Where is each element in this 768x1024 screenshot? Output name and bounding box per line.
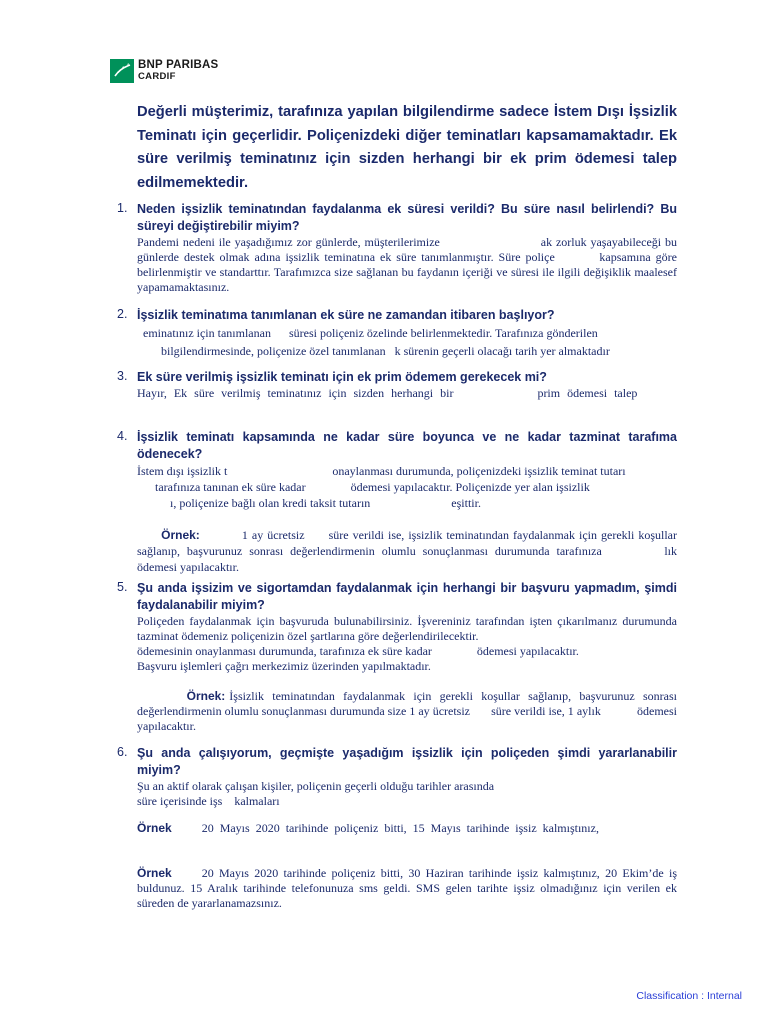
faq-answer-line: Başvuru işlemleri çağrı merkezimiz üzerinden yapılmaktadır. [137, 659, 431, 673]
faq-number: 3. [117, 369, 128, 383]
faq-answer [137, 235, 680, 295]
faq-number: 5. [117, 580, 128, 594]
faq-answer [137, 779, 677, 911]
faq-example [137, 866, 677, 911]
faq-answer [137, 463, 713, 591]
faq-answer-line: eminatınız için tanımlanan süresi poliçeniz özelinde belirlenmektedir. Tarafınıza gönderilen [137, 326, 598, 340]
example-label: Örnek [137, 866, 172, 880]
brand-name: BNP PARIBAS [138, 59, 219, 71]
faq-answer [137, 386, 677, 401]
faq-item-2 [117, 307, 677, 360]
faq-item-4 [117, 429, 713, 591]
faq-question: Neden işsizlik teminatından faydalanma ek süresi verildi? Bu süre nasıl belirlendi? Bu süreyi değiştirebilir miyim? [137, 202, 677, 233]
faq-question: İşsizlik teminatıma tanımlanan ek süre ne zamandan itibaren başlıyor? [137, 308, 555, 322]
example-text: 1 ay ücretsiz süre verildi ise, işsizlik teminatından faydalanmak için gerekli koşullar sağlanıp, başvurunuz sonrası değerlendirmenin olumlu sonuçlanması durumunda tarafınıza lık ödemesi yapılacaktır. [137, 528, 713, 574]
stars-logo-icon [110, 59, 134, 83]
faq-question: Şu anda işsizim ve sigortamdan faydalanmak için herhangi bir başvuru yapmadım, şimdi faydalanabilir miyim? [137, 581, 677, 612]
faq-item-5 [117, 580, 680, 749]
faq-number: 4. [117, 429, 128, 443]
classification-label: Classification : Internal [636, 990, 742, 1002]
faq-item-6 [117, 745, 677, 911]
faq-number: 6. [117, 745, 128, 759]
example-label: Örnek: [161, 528, 200, 542]
faq-answer-line: süre içerisinde işs kalmaları [137, 794, 280, 808]
faq-answer-line: Şu an aktif olarak çalışan kişiler, poliçenin geçerli olduğu tarihler arasında [137, 779, 495, 793]
faq-answer-line: ödemesinin onaylanması durumunda, tarafınıza ek süre kadar ödemesi yapılacaktır. [137, 644, 579, 658]
example-text: 20 Mayıs 2020 tarihinde poliçeniz bitti, 30 Haziran tarihinde işsiz kalmıştınız, 20 Ekim’de iş buldunuz. 15 Aralık tarihinde telefonunuza sms geldi. SMS gelen tarihte işsiz olmadığınız için verilen ek süreden de yararlanamazsınız. [137, 866, 677, 910]
faq-question: İşsizlik teminatı kapsamında ne kadar süre boyunca ve ne kadar tazminat tarafıma ödenecek? [137, 430, 677, 461]
faq-answer-line: tarafınıza tanınan ek süre kadar ödemesi yapılacaktır. Poliçenizde yer alan işsizlik [137, 480, 590, 494]
faq-answer-line: ı, poliçenize bağlı olan kredi taksit tutarın eşittir. [137, 496, 481, 510]
example-label: Örnek: [186, 689, 226, 703]
faq-answer [137, 324, 677, 360]
faq-answer-line: Poliçeden faydalanmak için başvuruda bulunabilirsiniz. İşvereniniz tarafından işten çıkarılmanız durumunda tazminat ödemeniz poliçenizin özel şartlarına göre değerlendirilecektir. [137, 614, 677, 643]
faq-number: 2. [117, 307, 128, 321]
faq-example [137, 821, 677, 836]
brand-logo [110, 59, 218, 83]
faq-answer-line: Pandemi nedeni ile yaşadığımız zor günlerde, müşterilerimize ak zorluk yaşayabileceği bu günlerde destek olmak adına işsizlik teminatına ek süre tanımlanmıştır. Süre poliçe kapsamına göre belirlenmiştir ve standarttır. Tarafımızca size sağlanan bu faydanın içeriği ve süresi ile ilgili değişiklik maalesef yapamamaktasınız. [137, 235, 680, 294]
faq-answer-line: bilgilendirmesinde, poliçenize özel tanımlanan k sürenin geçerli olacağı tarih yer almaktadır [137, 344, 610, 358]
faq-question: Ek süre verilmiş işsizlik teminatı için ek prim ödemem gerekecek mi? [137, 370, 547, 384]
example-label: Örnek [137, 821, 172, 835]
faq-answer-line: Hayır, Ek süre verilmiş teminatınız için sizden herhangi bir prim ödemesi talep [137, 386, 638, 400]
intro-paragraph: Değerli müşterimiz, tarafınıza yapılan bilgilendirme sadece İstem Dışı İşsizlik Teminatı için geçerlidir. Poliçenizdeki diğer teminatları kapsamamaktadır. Ek süre verilmiş teminatınız için sizden herhangi bir ek prim ödemesi talep edilmemektedir. [137, 104, 677, 191]
example-text: İşsizlik teminatından faydalanmak için gerekli koşullar sağlanıp, başvurunuz sonrası değerlendirmenin olumlu sonuçlanması durumunda size 1 ay ücretsiz süre verildi ise, 1 aylık ödemesi yapılacaktır. [137, 689, 680, 733]
faq-answer-line: İstem dışı işsizlik t onaylanması durumunda, poliçenizdeki işsizlik teminat tutarı [137, 464, 626, 478]
faq-item-1 [117, 201, 680, 295]
faq-number: 1. [117, 201, 128, 215]
faq-example [137, 674, 680, 749]
brand-subname: CARDIF [138, 71, 176, 82]
faq-item-3 [117, 369, 677, 401]
faq-example [137, 511, 713, 591]
faq-question: Şu anda çalışıyorum, geçmişte yaşadığım işsizlik için poliçeden şimdi yararlanabilir miyim? [137, 746, 677, 777]
example-text: 20 Mayıs 2020 tarihinde poliçeniz bitti, 15 Mayıs tarihinde işsiz kalmıştınız, [201, 821, 599, 835]
faq-answer [137, 614, 680, 749]
